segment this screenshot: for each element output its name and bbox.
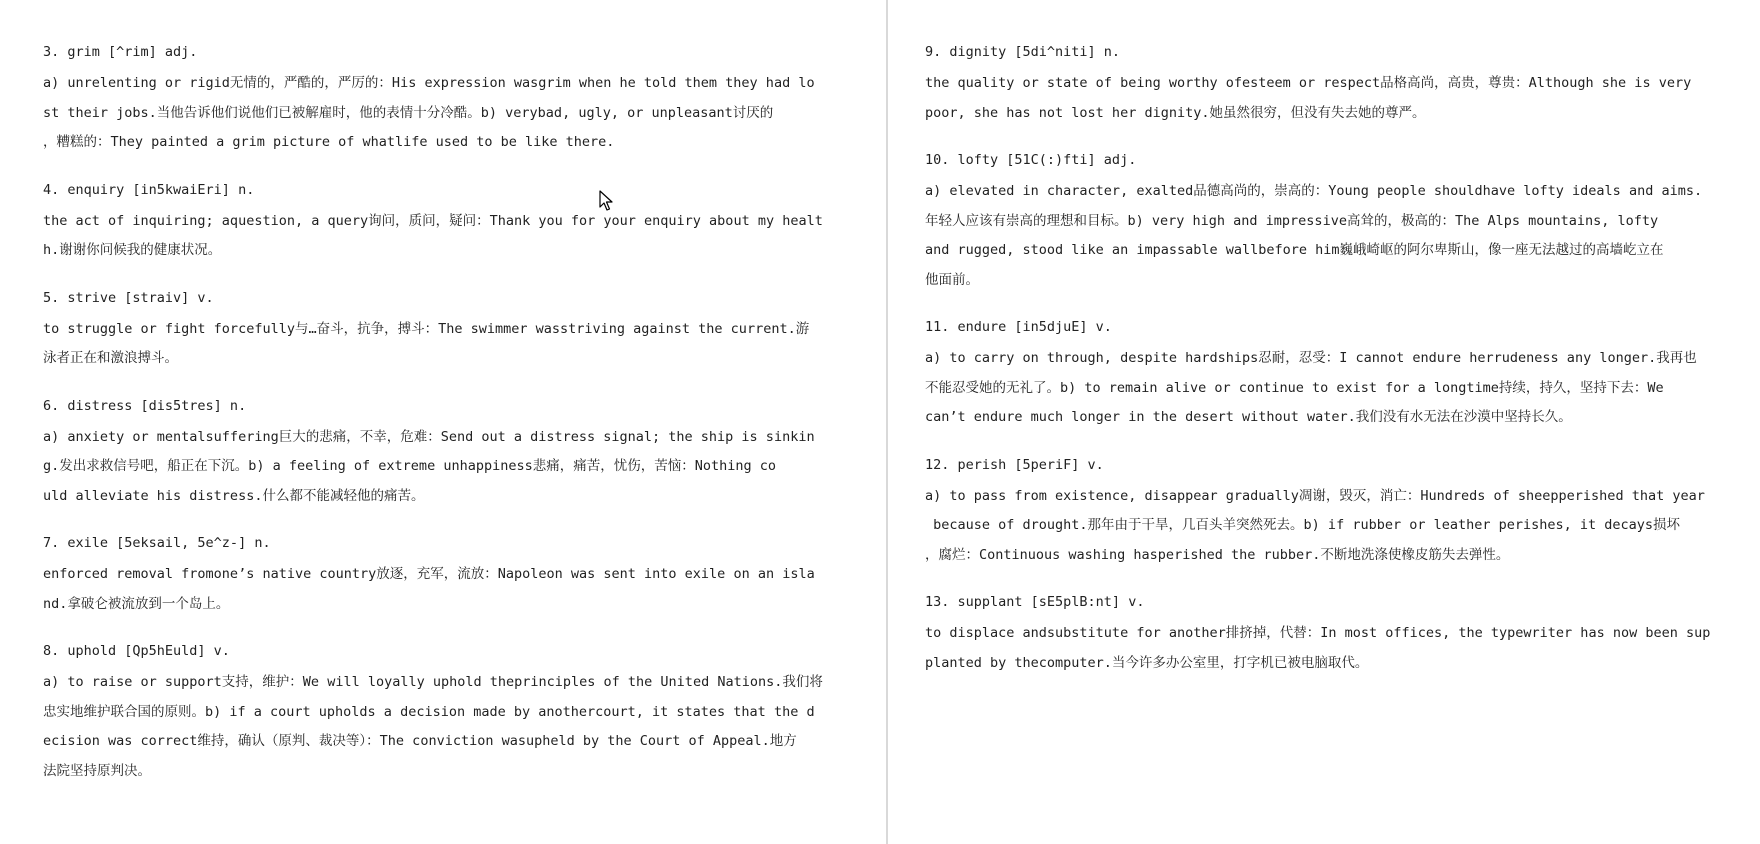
column-divider	[886, 0, 888, 844]
vocabulary-entry	[925, 148, 1725, 295]
entry-headword: 3. grim [^rim] adj.	[43, 44, 198, 60]
entry-definition-line: to displace andsubstitute for another排挤掉，代替：In most offices, the typewriter has now been sup	[925, 625, 1711, 641]
mouse-pointer-icon	[599, 190, 613, 212]
entry-headword: 6. distress [dis5tres] n.	[43, 397, 247, 414]
entry-headword: 9. dignity [5di^niti] n.	[925, 44, 1121, 60]
entry-headword: 4. enquiry [in5kwaiEri] n.	[43, 181, 255, 198]
entry-headword: 13. supplant [sE5plB:nt] v.	[925, 594, 1145, 610]
entry-definition-line: 他面前。	[925, 271, 979, 288]
entry-definition-line: planted by thecomputer.当今许多办公室里，打字机已被电脑取代。	[925, 654, 1369, 671]
entry-definition-line: can’t endure much longer in the desert without water.我们没有水无法在沙漠中坚持长久。	[925, 409, 1572, 425]
entry-headword: 7. exile [5eksail, 5e^z-] n.	[43, 535, 271, 551]
entry-definition-line: ，糟糕的：They painted a grim picture of whatlife used to be like there.	[43, 134, 615, 150]
entry-definition-line: a) elevated in character, exalted品德高尚的，崇高的：Young people shouldhave lofty ideals and aims.	[925, 183, 1703, 199]
entry-definition-line: enforced removal fromone’s native country放逐，充军，流放：Napoleon was sent into exile on an isla	[43, 566, 815, 582]
vocabulary-entry	[43, 40, 843, 158]
entry-definition-line: the act of inquiring; aquestion, a query询问，质问，疑问：Thank you for your enquiry about my healt	[43, 212, 823, 229]
entry-definition-line: uld alleviate his distress.什么都不能减轻他的痛苦。	[43, 487, 425, 504]
entry-definition-line: 不能忍受她的无礼了。b) to remain alive or continue to exist for a longtime持续，持久，坚持下去：We	[925, 379, 1664, 396]
entry-definition-line: a) to raise or support支持，维护：We will loyally uphold theprinciples of the United Nations.我们将	[43, 674, 823, 690]
entry-definition-line: st their jobs.当他告诉他们说他们已被解雇时，他的表情十分冷酷。b) verybad, ugly, or unpleasant讨厌的	[43, 104, 774, 121]
vocabulary-entry	[925, 453, 1725, 571]
entry-definition-line: poor, she has not lost her dignity.她虽然很穷，但没有失去她的尊严。	[925, 104, 1426, 121]
entry-definition-line: 年轻人应该有崇高的理想和目标。b) very high and impressive高耸的，极高的：The Alps mountains, lofty	[925, 212, 1659, 229]
vocabulary-entry	[43, 639, 843, 786]
entry-definition-line: a) unrelenting or rigid无情的，严酷的，严厉的：His expression wasgrim when he told them they had lo	[43, 75, 815, 91]
right-column	[925, 40, 1725, 698]
vocabulary-entry	[925, 590, 1725, 678]
left-column	[43, 40, 843, 806]
entry-definition-line: nd.拿破仑被流放到一个岛上。	[43, 595, 230, 612]
entry-definition-line: a) to carry on through, despite hardships忍耐，忍受：I cannot endure herrudeness any longer.我再也	[925, 350, 1697, 366]
entry-definition-line: 泳者正在和激浪搏斗。	[43, 350, 178, 366]
entry-definition-line: g.发出求救信号吧，船正在下沉。b) a feeling of extreme unhappiness悲痛，痛苦，忧伤，苦恼：Nothing co	[43, 458, 777, 474]
vocabulary-entry	[43, 178, 843, 266]
vocabulary-entry	[925, 315, 1725, 433]
vocabulary-entry	[43, 531, 843, 619]
entry-definition-line: a) anxiety or mentalsuffering巨大的悲痛，不幸，危难：Send out a distress signal; the ship is sinkin	[43, 428, 815, 445]
entry-definition-line: 忠实地维护联合国的原则。b) if a court upholds a decision made by anothercourt, it states that the d	[43, 703, 815, 720]
vocabulary-entry	[925, 40, 1725, 128]
entry-definition-line: 法院坚持原判决。	[43, 762, 151, 779]
entry-definition-line: because of drought.那年由于干旱，几百头羊突然死去。b) if rubber or leather perishes, it decays损坏	[925, 517, 1681, 533]
entry-definition-line: ecision was correct维持，确认（原判、裁决等）：The conviction wasupheld by the Court of Appeal.地方	[43, 733, 797, 749]
entry-headword: 5. strive [straiv] v.	[43, 289, 214, 306]
entry-headword: 11. endure [in5djuE] v.	[925, 319, 1112, 335]
entry-headword: 12. perish [5periF] v.	[925, 456, 1104, 473]
entry-definition-line: a) to pass from existence, disappear gradually凋谢，毁灭，消亡：Hundreds of sheepperished that year	[925, 487, 1705, 504]
vocabulary-entry	[43, 286, 843, 374]
entry-headword: 10. lofty [51C(:)fti] adj.	[925, 152, 1137, 168]
entry-definition-line: and rugged, stood like an impassable wallbefore him巍峨崎岖的阿尔卑斯山，像一座无法越过的高墙屹立在	[925, 242, 1664, 258]
entry-headword: 8. uphold [Qp5hEuld] v.	[43, 643, 230, 659]
entry-definition-line: h.谢谢你问候我的健康状况。	[43, 242, 222, 258]
entry-definition-line: the quality or state of being worthy ofesteem or respect品格高尚，高贵，尊贵：Although she is very	[925, 75, 1692, 91]
entry-definition-line: ，腐烂：Continuous washing hasperished the rubber.不断地洗涤使橡皮筋失去弹性。	[925, 546, 1510, 563]
entry-definition-line: to struggle or fight forcefully与…奋斗，抗争，搏斗：The swimmer wasstriving against the current.游	[43, 320, 810, 337]
vocabulary-entry	[43, 394, 843, 512]
